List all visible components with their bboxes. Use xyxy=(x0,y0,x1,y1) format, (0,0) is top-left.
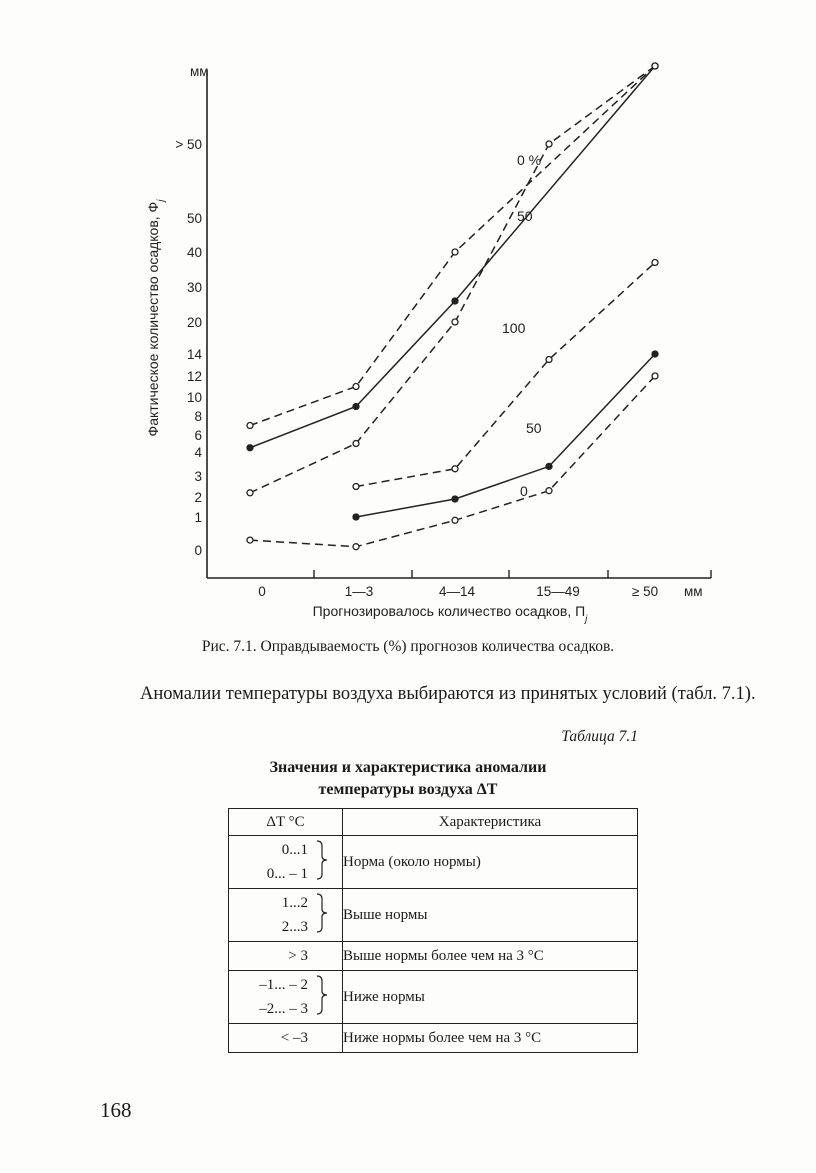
data-point xyxy=(652,260,658,266)
data-point xyxy=(452,249,458,255)
characteristic-cell: Норма (около нормы) xyxy=(343,836,638,889)
y-axis-label: Фактическое количество осадков, $Ф_j$ xyxy=(145,199,167,437)
data-point xyxy=(652,373,658,379)
page-number: 168 xyxy=(100,1098,132,1122)
series-line xyxy=(356,354,655,517)
delta-cell xyxy=(229,1024,343,1053)
y-tick-label: 0 xyxy=(194,543,202,558)
delta-value: 1...2 xyxy=(281,895,308,911)
delta-value: –1... – 2 xyxy=(259,977,308,993)
data-point xyxy=(353,514,359,520)
characteristic-cell: Выше нормы xyxy=(343,889,638,942)
delta-value: 2...3 xyxy=(281,919,308,935)
table-header-characteristic: Характеристика xyxy=(343,809,638,836)
body-paragraph: Аномалии температуры воздуха выбираются из принятых условий (табл. 7.1). xyxy=(140,684,756,704)
delta-cell xyxy=(229,971,343,1024)
delta-value: > 3 xyxy=(288,948,308,964)
data-point xyxy=(452,496,458,502)
x-tick-label: 0 xyxy=(258,584,266,599)
y-tick-label: 2 xyxy=(194,490,202,505)
x-tick-label: 15—49 xyxy=(536,584,580,599)
delta-cell xyxy=(229,942,343,971)
series-line xyxy=(356,263,655,487)
data-point xyxy=(247,423,253,429)
data-point xyxy=(353,484,359,490)
data-point xyxy=(546,488,552,494)
curve-label: 0 xyxy=(520,483,528,499)
data-point xyxy=(353,441,359,447)
y-tick-label: 10 xyxy=(186,390,202,405)
curve-label: 50 xyxy=(526,420,542,436)
data-point xyxy=(353,384,359,390)
delta-value: 0...1 xyxy=(281,842,308,858)
figure-caption: Рис. 7.1. Оправдываемость (%) прогнозов количества осадков. xyxy=(201,638,615,655)
y-tick-label: 40 xyxy=(186,245,202,260)
series-line xyxy=(250,66,655,426)
table-body xyxy=(229,836,638,1053)
x-tick-label: 4—14 xyxy=(438,584,476,599)
data-point xyxy=(452,517,458,523)
series-3 xyxy=(353,260,658,490)
x-tick-label: 1—3 xyxy=(344,584,374,599)
table-header-delta: ΔT °C xyxy=(229,809,343,836)
anomaly-table xyxy=(228,808,638,1053)
series-0 xyxy=(247,63,658,429)
curve-label: 100 xyxy=(502,320,526,336)
data-point xyxy=(452,466,458,472)
y-tick-label: 12 xyxy=(186,369,202,384)
data-point xyxy=(452,298,458,304)
data-point xyxy=(652,63,658,69)
delta-cell xyxy=(229,889,343,942)
table-row xyxy=(229,942,638,971)
y-tick-label: 3 xyxy=(194,469,202,484)
data-point xyxy=(247,537,253,543)
curve-label: 50 xyxy=(517,208,533,224)
delta-cell xyxy=(229,836,343,889)
table-number: Таблица 7.1 xyxy=(561,728,638,745)
data-point xyxy=(247,445,253,451)
table-row xyxy=(229,836,638,889)
y-unit-label: мм xyxy=(190,64,209,79)
y-tick-label: 6 xyxy=(194,428,202,443)
y-tick-label: 8 xyxy=(194,409,202,424)
y-tick-label: 50 xyxy=(186,211,202,226)
y-tick-label: 1 xyxy=(194,510,202,525)
delta-value: 0... – 1 xyxy=(266,866,308,882)
data-point xyxy=(353,404,359,410)
series-2 xyxy=(247,63,658,496)
y-tick-label: > 50 xyxy=(175,137,202,152)
brace-icon xyxy=(316,840,328,880)
series-5 xyxy=(247,373,658,550)
data-point xyxy=(546,463,552,469)
series-line xyxy=(250,66,655,493)
curve-label: 0 % xyxy=(517,152,542,168)
y-tick-label: 14 xyxy=(186,347,202,362)
x-tick-label: ≥ 50 xyxy=(631,584,659,599)
data-point xyxy=(652,351,658,357)
delta-value: < –3 xyxy=(280,1030,308,1046)
table-row xyxy=(229,889,638,942)
brace-icon xyxy=(316,975,328,1015)
data-point xyxy=(247,490,253,496)
data-point xyxy=(546,141,552,147)
characteristic-cell: Ниже нормы более чем на 3 °С xyxy=(343,1024,638,1053)
table-title-line2: температуры воздуха ΔT xyxy=(318,781,498,798)
data-point xyxy=(353,544,359,550)
data-point xyxy=(452,319,458,325)
x-axis-label: Прогнозировалось количество осадков, $П_j$ xyxy=(312,603,588,625)
y-tick-label: 20 xyxy=(186,315,202,330)
characteristic-cell: Выше нормы более чем на 3 °С xyxy=(343,942,638,971)
brace-icon xyxy=(316,893,328,933)
data-point xyxy=(546,357,552,363)
characteristic-cell: Ниже нормы xyxy=(343,971,638,1024)
series-4 xyxy=(353,351,658,520)
delta-value: –2... – 3 xyxy=(259,1001,308,1017)
y-tick-label: 30 xyxy=(186,280,202,295)
x-unit-label: мм xyxy=(684,584,703,599)
y-tick-label: 4 xyxy=(194,445,202,460)
table-row xyxy=(229,1024,638,1053)
table-row xyxy=(229,971,638,1024)
table-title-line1: Значения и характеристика аномалии xyxy=(269,759,547,776)
